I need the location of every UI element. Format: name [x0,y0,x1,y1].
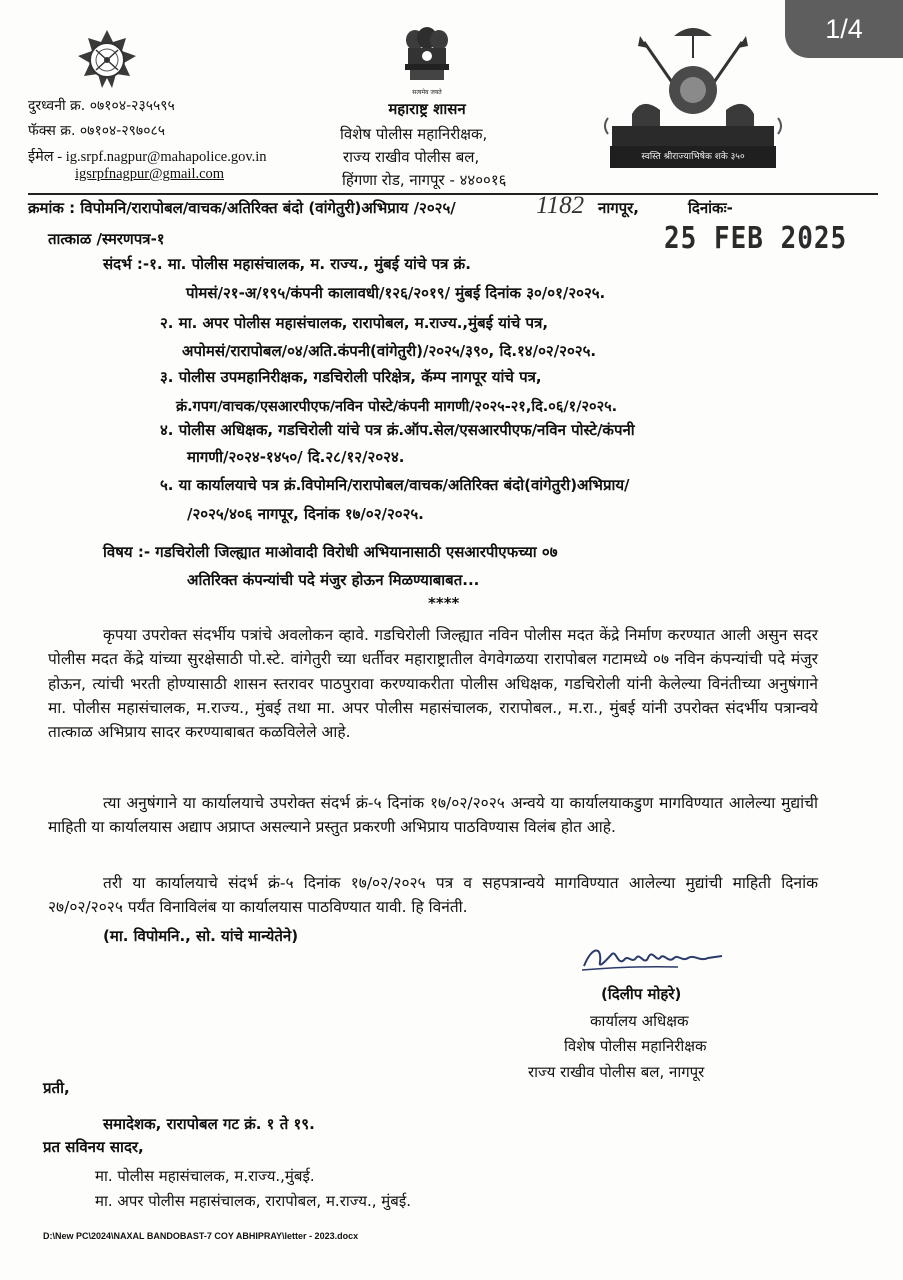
urgency-label: तात्काळ /स्मरणपत्र-१ [48,230,165,248]
ashoka-emblem [398,26,456,96]
body-paragraph-1: कृपया उपरोक्त संदर्भीय पत्रांचे अवलोकन व्हावे. गडचिरोली जिल्ह्यात नविन पोलीस मदत केंद्रे निर्माण करण्यात आली असुन सदर पोलीस मदत केंद्रे यांच्या सुरक्षेसाठी पो.स्टे. वांगेतुरी च्या धर्तीवर महाराष्ट्रातील वेगवेगळया रारापोबल गटामध्ये ०७ नविन कंपन्यांची पदे मंजुर होऊन, त्यांची भरती होण्यासाठी शासन स्तरावर पाठपुरावा करण्याकरीता पोलीस अधिक्षक, गडचिरोली यांनी केलेल्या विनंतीच्या अनुषंगाने मा. पोलीस महासंचालक, म.राज्य., मुंबई तथा मा. अपर पोलीस महासंचालक, रारापोबल., म.रा., मुंबई यांनी उपरोक्त संदर्भीय पत्रान्वये तात्काळ अभिप्राय सादर करण्याबाबत कळविलेले आहे. [48,626,818,742]
signatory-designation-2: विशेष पोलीस महानिरीक्षक [564,1037,707,1055]
reference-4-line-2: मागणी/२०२४-१४५०/ दि.२८/१२/२०२४. [187,448,405,466]
email-secondary: igsrpfnagpur@gmail.com [75,166,225,182]
body-paragraph-3: तरी या कार्यालयाचे संदर्भ क्रं-५ दिनांक १७/०२/२०२५ पत्र व सहपत्रान्वये मागविण्यात आलेल्या मुद्यांची माहिती दिनांक २७/०२/२०२५ पर्यंत विनाविलंब या कार्यालयास पाठविण्यात यावी. हि विनंती. [48,874,818,917]
reference-3-line-1: ३. पोलीस उपमहानिरीक्षक, गडचिरोली परिक्षेत्र, कॅम्प नागपूर यांचे पत्र, [160,368,542,386]
office-line-2: राज्य राखीव पोलीस बल, [343,148,480,166]
subject-line-2: अतिरिक्त कंपन्यांची पदे मंजुर होऊन मिळण्याबाबत... [187,571,480,589]
reference-3-line-2: क्रं.गपग/वाचक/एसआरपीएफ/नविन पोस्टे/कंपनी मागणी/२०२५-२१,दि.०६/१/२०२५. [176,399,618,415]
maharashtra-crest [604,18,782,170]
government-title: महाराष्ट्र शासन [388,100,466,118]
page-indicator-text: 1/4 [825,14,863,44]
reference-1-line-1: संदर्भ :-१. मा. पोलीस महासंचालक, म. राज्य., मुंबई यांचे पत्र क्रं. [103,255,471,273]
page-indicator [785,0,903,58]
signatory-name: (दिलीप मोहरे) [601,985,682,1003]
subject-line-1: विषय :- गडचिरोली जिल्ह्यात माओवादी विरोधी अभियानासाठी एसआरपीएफच्या ०७ [103,543,558,561]
received-date-stamp: 25 FEB 2025 [664,221,848,257]
reference-number-label: क्रमांक : विपोमनि/रारापोबल/वाचक/अतिरिक्त बंदो (वांगेतुरी)अभिप्राय /२०२५/ [28,199,456,217]
phone-number: दुरध्वनी क्र. ०७१०४-२३५५९५ [28,98,175,114]
reference-2-line-2: अपोमसं/रारापोबल/०४/अति.कंपनी(वांगेतुरी)/२०२५/३९०, दि.१४/०२/२०२५. [182,342,597,360]
copy-recipient-1: मा. पोलीस महासंचालक, म.राज्य.,मुंबई. [95,1167,315,1185]
office-address: हिंगणा रोड, नागपूर - ४४००१६ [342,171,507,189]
crest-banner-text: स्वस्ति श्रीराज्याभिषेक शके ३५० [641,152,745,162]
reference-4-line-1: ४. पोलीस अधिक्षक, गडचिरोली यांचे पत्र क्रं.ऑप.सेल/एसआरपीएफ/नविन पोस्टे/कंपनी [160,421,635,439]
email-primary: ईमेल - ig.srpf.nagpur@mahapolice.gov.in [28,149,267,165]
recipient-label: प्रती, [43,1079,70,1097]
body-paragraph-2: त्या अनुषंगाने या कार्यालयाचे उपरोक्त संदर्भ क्रं-५ दिनांक १७/०२/२०२५ अन्वये या कार्यालयाकडुण मागविण्यात आलेल्या मुद्यांची माहिती या कार्यालयास अद्याप अप्राप्त असल्याने प्रस्तुत प्रकरणी अभिप्राय पाठविण्यास विलंब होत आहे. [48,794,818,837]
signatory-designation-3: राज्य राखीव पोलीस बल, नागपूर [528,1063,705,1081]
reference-5-line-2: /२०२५/४०६ नागपूर, दिनांक १७/०२/२०२५. [187,505,424,523]
header-divider [28,193,878,195]
handwritten-reference-number: 1182 [536,192,585,219]
reference-place: नागपूर, [598,199,640,217]
copy-label: प्रत सविनय सादर, [43,1138,144,1156]
office-line-1: विशेष पोलीस महानिरीक्षक, [340,125,488,143]
reference-5-line-1: ५. या कार्यालयाचे पत्र क्रं.विपोमनि/रारापोबल/वाचक/अतिरिक्त बंदो(वांगेतुरी)अभिप्राय/ [160,476,630,494]
approval-note: (मा. विपोमनि., सो. यांचे मान्येतेने) [103,927,299,945]
subject-stars: **** [428,594,460,612]
reference-date-label: दिनांकः- [688,199,733,217]
srpf-logo [72,28,142,92]
reference-1-line-2: पोमसं/२१-अ/१९५/कंपनी कालावधी/१२६/२०१९/ मुंबई दिनांक ३०/०१/२०२५. [186,284,606,302]
file-path-footer: D:\New PC\2024\NAXAL BANDOBAST-7 COY ABHIPRAY\letter - 2023.docx [43,1231,359,1241]
signatory-designation-1: कार्यालय अधिक्षक [590,1012,689,1030]
recipient-to: समादेशक, रारापोबल गट क्रं. १ ते १९. [103,1115,315,1133]
emblem-caption: सत्यमेव जयते [412,89,442,96]
copy-recipient-2: मा. अपर पोलीस महासंचालक, रारापोबल, म.राज्य., मुंबई. [95,1192,411,1210]
reference-2-line-1: २. मा. अपर पोलीस महासंचालक, रारापोबल, म.राज्य.,मुंबई यांचे पत्र, [160,314,549,332]
fax-number: फॅक्स क्र. ०७१०४-२९७०८५ [28,123,166,139]
handwritten-signature [578,936,728,980]
